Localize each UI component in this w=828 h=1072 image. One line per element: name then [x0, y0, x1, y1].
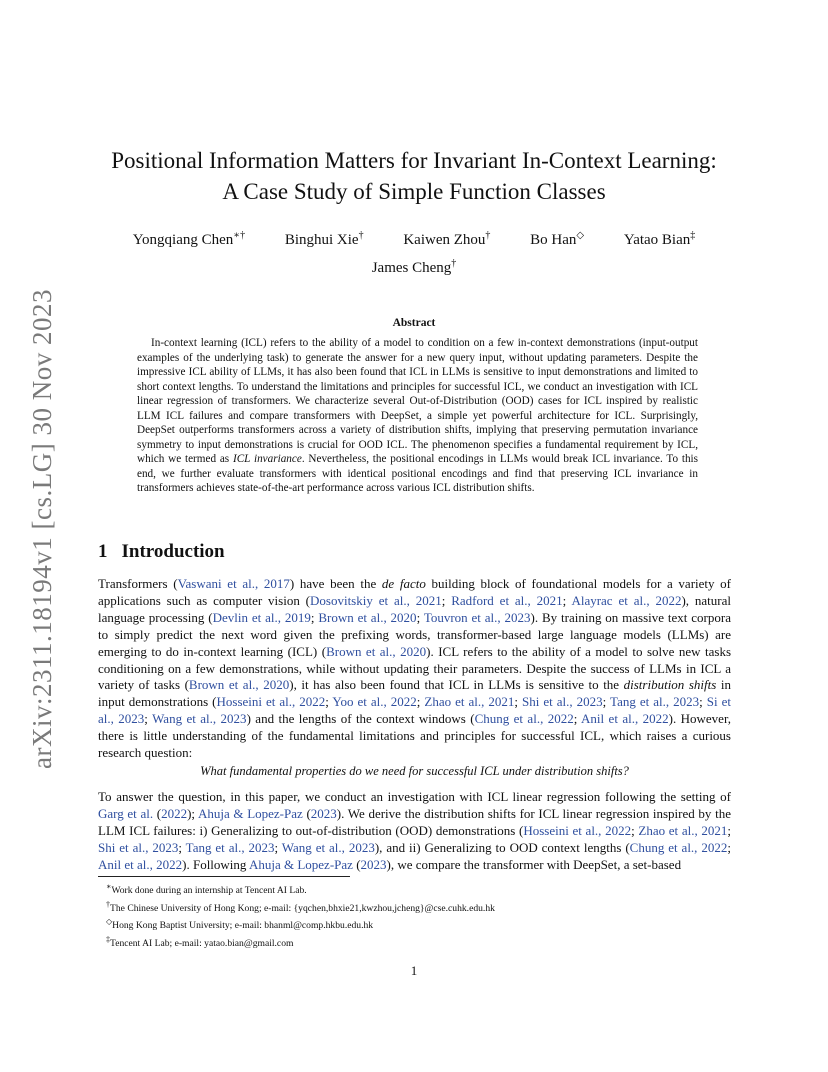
footnote-mark: ◇: [106, 917, 113, 927]
citation-link[interactable]: Vaswani et al., 2017: [177, 576, 290, 591]
section-title: Introduction: [121, 541, 225, 562]
footnote-text: Tencent AI Lab; e-mail: yatao.bian@gmail.com: [110, 937, 294, 949]
citation-link[interactable]: 2023: [310, 805, 337, 821]
citation-link[interactable]: Wang et al., 2023: [152, 711, 247, 727]
citation-link[interactable]: Brown et al., 2020: [318, 609, 417, 625]
footnote-divider: [98, 876, 350, 877]
citation-link[interactable]: Si et al., 2023: [98, 694, 731, 727]
citation-link[interactable]: Chung et al., 2022: [474, 711, 574, 727]
title-line-1: Positional Information Matters for Invariant In-Context Learning:: [111, 148, 717, 173]
author-affiliation-mark: †: [451, 258, 457, 269]
intro-paragraph-1: Transformers (Vaswani et al., 2017) have been the de facto building block of foundational models for a variety of applications such as computer vision (Dosovitskiy et al., 2021; Radford et al., 2021; Alayrac et al., 2022), natural language processing (Devlin et al., 2019; Brown et al., 2020; Touvron et al., 2023). By training on massive text corpora to simply predict the next word given the prefixing words, transformer-based large language models (LLMs) are emerging to do in-context learning (ICL) (Brown et al., 2020). ICL refers to the ability of a model to solve new tasks conditioning on a few demonstrations, while without updating their parameters. Despite the success of LLMs in ICL a variety of tasks (Brown et al., 2020), it has also been found that ICL in LLMs is sensitive to the distribution shifts in input demonstrations (Hosseini et al., 2022; Yoo et al., 2022; Zhao et al., 2021; Shi et al., 2023; Tang et al., 2023; Si et al., 2023; Wang et al., 2023) and the lengths of the context windows (Chung et al., 2022; Anil et al., 2022). However, there is little understanding of the fundamental limitations and principles for successful ICL, which raises a curious research question:: [98, 576, 732, 761]
citation-link[interactable]: Hosseini et al., 2022: [523, 822, 632, 838]
author: [133, 230, 245, 249]
citation-link[interactable]: Brown et al., 2020: [326, 643, 427, 659]
author-affiliation-mark: †: [358, 230, 364, 241]
citation-link[interactable]: Wang et al., 2023: [281, 839, 375, 855]
author-affiliation-mark: ‡: [690, 230, 696, 241]
citation-link[interactable]: Anil et al., 2022: [98, 856, 183, 872]
abstract-heading: Abstract: [392, 317, 436, 329]
author-name: Kaiwen Zhou: [403, 232, 486, 248]
footnote-text: Hong Kong Baptist University; e-mail: bhanml@comp.hkbu.edu.hk: [112, 920, 374, 932]
footnotes: [98, 880, 738, 950]
citation-link[interactable]: Shi et al., 2023: [522, 694, 603, 710]
author-name: Bo Han: [530, 232, 577, 248]
section-heading: [98, 541, 225, 563]
footnote-text: Work done during an internship at Tencent AI Lab.: [111, 885, 307, 897]
author: [403, 230, 490, 249]
footnote: [98, 915, 738, 933]
emphasis: distribution shifts: [623, 677, 717, 693]
citation-link[interactable]: Tang et al., 2023: [610, 694, 700, 710]
footnote: [98, 880, 738, 898]
citation-link[interactable]: Hosseini et al., 2022: [216, 694, 326, 710]
citation-link[interactable]: Ahuja & Lopez-Paz: [197, 805, 303, 821]
abstract-text: In-context learning (ICL) refers to the ability of a model to condition on a few in-context demonstrations (input-output examples of the underlying task) to generate the answer for a new query input, without updating parameters. Despite the impressive ICL ability of LLMs, it has also been found that ICL in LLMs is sensitive to input demonstrations and limited to short context lengths. To understand the limitations and principles for successful ICL, we conduct an investigation with ICL linear regression of transformers. We characterize several Out-of-Distribution (OOD) cases for ICL inspired by realistic LLM ICL failures and compare transformers with DeepSet, a simple yet powerful architecture for ICL. Surprisingly, DeepSet outperforms transformers across a variety of distribution shifts, implying that preserving permutation invariance symmetry to input demonstrations is crucial for OOD ICL. The phenomenon specifies a fundamental requirement by ICL, which we termed as: [137, 337, 698, 465]
citation-link[interactable]: Devlin et al., 2019: [212, 609, 311, 625]
author: [530, 230, 584, 249]
author-name: Yongqiang Chen: [132, 232, 234, 248]
citation-link[interactable]: Brown et al., 2020: [188, 677, 290, 693]
arxiv-identifier: arXiv:2311.18194v1 [cs.LG] 30 Nov 2023: [27, 289, 57, 769]
title-line-2: A Case Study of Simple Function Classes: [222, 179, 606, 204]
footnote: [98, 898, 738, 916]
citation-link[interactable]: 2023: [360, 856, 387, 872]
research-question: What fundamental properties do we need for successful ICL under distribution shifts?: [200, 764, 629, 778]
author: [372, 258, 457, 277]
intro-paragraph-2: To answer the question, in this paper, we conduct an investigation with ICL linear regression following the setting of Garg et al. (2022); Ahuja & Lopez-Paz (2023). We derive the distribution shifts for ICL linear regression inspired by the LLM ICL failures: i) Generalizing to out-of-distribution (OOD) demonstrations (Hosseini et al., 2022; Zhao et al., 2021; Shi et al., 2023; Tang et al., 2023; Wang et al., 2023), and ii) Generalizing to OOD context lengths (Chung et al., 2022; Anil et al., 2022). Following Ahuja & Lopez-Paz (2023), we compare the transformer with DeepSet, a set-based: [98, 789, 731, 872]
emphasis: de facto: [381, 576, 426, 591]
author-affiliation-mark: †: [485, 230, 491, 241]
author: [285, 230, 364, 249]
citation-link[interactable]: Chung et al., 2022: [629, 839, 728, 855]
abstract-text: . Nevertheless, the positional encodings in LLMs would break ICL invariance. To this end, we further evaluate transformers with identical positional encodings and find that preserving ICL invariance in transformers achieves state-of-the-art performance across various ICL distribution shifts.: [137, 453, 699, 494]
footnote-mark: †: [106, 899, 110, 909]
author-list-line-2: [0, 258, 828, 277]
author: [624, 230, 695, 249]
author-name: Binghui Xie: [284, 232, 359, 248]
citation-link[interactable]: Shi et al., 2023: [98, 839, 179, 855]
footnote-mark: ‡: [106, 934, 110, 944]
footnote: [98, 933, 738, 951]
author-affiliation-mark: ∗†: [233, 230, 246, 241]
page-number: 1: [410, 963, 418, 978]
citation-link[interactable]: Garg et al.: [98, 805, 154, 821]
author-name: Yatao Bian: [623, 232, 691, 248]
citation-link[interactable]: Anil et al., 2022: [581, 711, 669, 727]
footnote-text: The Chinese University of Hong Kong; e-mail: {yqchen,bhxie21,kwzhou,jcheng}@cse.cuhk.edu.hk: [110, 902, 495, 914]
citation-link[interactable]: Yoo et al., 2022: [332, 694, 417, 710]
citation-link[interactable]: Ahuja & Lopez-Paz: [248, 856, 353, 872]
author-list: [0, 230, 828, 249]
author-name: James Cheng: [371, 260, 452, 276]
citation-link[interactable]: Touvron et al., 2023: [423, 609, 531, 625]
citation-link[interactable]: Dosovitskiy et al., 2021: [310, 592, 442, 608]
citation-link[interactable]: Alayrac et al., 2022: [571, 592, 682, 608]
citation-link[interactable]: Zhao et al., 2021: [638, 822, 728, 838]
citation-link[interactable]: Zhao et al., 2021: [424, 694, 515, 710]
abstract-emphasis: ICL invariance: [232, 453, 302, 465]
author-affiliation-mark: ◇: [576, 230, 585, 241]
section-number: 1: [98, 541, 108, 562]
citation-link[interactable]: Tang et al., 2023: [185, 839, 275, 855]
footnote-mark: ∗: [106, 882, 112, 891]
paper-title: [0, 145, 828, 207]
citation-link[interactable]: Radford et al., 2021: [451, 592, 563, 608]
citation-link[interactable]: 2022: [161, 805, 188, 821]
abstract-body: [137, 336, 698, 496]
